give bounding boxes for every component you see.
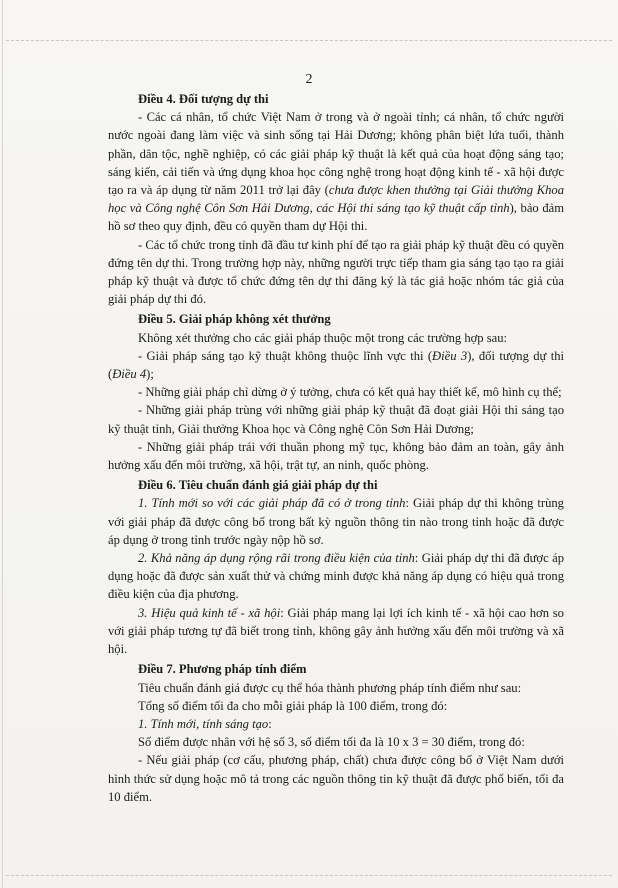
article-4-p1-italic: chưa được khen thưởng tại Giải thưởng Khoa học và Công nghệ Côn Sơn Hải Dương, các Hội thi sáng tạo kỹ thuật cấp tỉnh xyxy=(108,183,565,216)
page-number: 2 xyxy=(305,72,313,87)
article-5-item-1-ref-1: Điều 3 xyxy=(432,348,468,363)
article-5-item-1-text-a: - Giải pháp sáng tạo kỹ thuật không thuộc lĩnh vực thi ( xyxy=(138,348,433,363)
article-6-criterion-2 xyxy=(108,549,564,604)
article-7-paragraph-1: Tiêu chuẩn đánh giá được cụ thể hóa thành phương pháp tính điểm như sau: xyxy=(138,680,522,695)
article-4-paragraph-2: - Các tổ chức trong tỉnh đã đầu tư kinh phí để tạo ra giải pháp kỹ thuật đều có quyền đứng tên dự thi. Trong trường hợp này, những người trực tiếp tham gia sáng tạo tạo ra giải pháp kỹ thuật và được tổ chức đứng tên dự thi đăng ký là tác giả hoặc nhóm tác giả của giải pháp dự thi đó. xyxy=(108,237,564,307)
article-6-criterion-3-text: : Giải pháp mang lại lợi ích kinh tế - xã hội cao hơn so với giải pháp tương tự đã biết trong tỉnh, không gây ảnh hưởng xấu đến môi trường và xã hội. xyxy=(108,605,564,657)
article-7-subheading-1-colon: : xyxy=(268,716,272,731)
top-perforation-line xyxy=(6,40,612,41)
article-7-paragraph-3: Số điểm được nhân với hệ số 3, số điểm tối đa là 10 x 3 = 30 điểm, trong đó: xyxy=(138,735,525,750)
article-5-item-2: - Những giải pháp chỉ dừng ở ý tưởng, chưa có kết quả hay thiết kế, mô hình cụ thể; xyxy=(138,385,562,400)
article-7-subheading-1-title: 1. Tính mới, tính sáng tạo xyxy=(138,716,269,731)
article-6-criterion-2-text: : Giải pháp dự thi đã được áp dụng hoặc đã được sản xuất thử và chứng minh được khả năng áp dụng có hiệu quả trong điều kiện của địa phương. xyxy=(108,551,564,602)
article-7-paragraph-2: Tổng số điểm tối đa cho mỗi giải pháp là 100 điểm, trong đó: xyxy=(138,698,448,713)
article-6-criterion-1-title: 1. Tính mới so với các giải pháp đã có ở trong tỉnh xyxy=(138,496,406,511)
article-5-heading: Điều 5. Giải pháp không xét thưởng xyxy=(138,312,331,327)
article-4-p1-text-a: - Các cá nhân, tổ chức Việt Nam ở trong và ở ngoài tỉnh; cá nhân, tổ chức người nước ngoài đang làm việc và sinh sống tại Hải Dương; không phân biệt lứa tuổi, thành phần, dân tộc, nghề nghiệp, có các giải pháp kỹ thuật là kết quả của hoạt động sáng tạo; sáng kiến, cải tiến và ứng dụng khoa học công nghệ trong hoạt động kinh tế - xã hội được tạo ra và áp dụng từ năm 2011 trở lại đây ( xyxy=(108,110,564,198)
article-5-item-4: - Những giải pháp trái với thuần phong mỹ tục, không bảo đảm an toàn, gây ảnh hưởng xấu đến môi trường, xã hội, trật tự, an ninh, quốc phòng. xyxy=(108,439,564,473)
article-5-intro: Không xét thưởng cho các giải pháp thuộc một trong các trường hợp sau: xyxy=(138,330,508,345)
article-5-item-3: - Những giải pháp trùng với những giải pháp kỹ thuật đã đoạt giải Hội thi sáng tạo kỹ thuật tỉnh, Giải thưởng Khoa học và Công nghệ Côn Sơn Hải Dương; xyxy=(108,403,564,436)
article-6-heading: Điều 6. Tiêu chuẩn đánh giá giải pháp dự thi xyxy=(138,478,378,493)
article-6-criterion-3 xyxy=(108,604,564,659)
article-5-item-1 xyxy=(108,347,564,383)
article-4-paragraph-1 xyxy=(108,108,564,235)
scan-edge-line xyxy=(2,0,3,888)
article-6-criterion-2-title: 2. Khả năng áp dụng rộng rãi trong điều kiện của tỉnh xyxy=(138,551,415,566)
bottom-perforation-line xyxy=(6,875,612,876)
article-5-item-1-text-c: ); xyxy=(146,367,154,382)
article-5-list xyxy=(108,347,564,474)
article-6-criterion-3-title: 3. Hiệu quả kinh tế - xã hội xyxy=(138,605,281,620)
article-6-criterion-1-text: : Giải pháp dự thi không trùng với giải pháp đã được công bố trong bất kỳ nguồn thông tin nào trong tỉnh hoặc đã được áp dụng ở trong tỉnh trước ngày nộp hồ sơ. xyxy=(108,496,564,547)
article-5-item-1-text-b: ), đối tượng dự thi ( xyxy=(108,348,565,382)
article-5-item-1-ref-2: Điều 4 xyxy=(112,367,147,382)
article-7-heading: Điều 7. Phương pháp tính điểm xyxy=(138,662,307,677)
article-6-criterion-1 xyxy=(108,494,564,549)
article-7-subheading-1 xyxy=(108,715,564,733)
article-7-paragraph-4: - Nếu giải pháp (cơ cấu, phương pháp, chất) chưa được công bố ở Việt Nam dưới hình thức sử dụng hoặc mô tả trong các nguồn thông tin kỹ thuật đã được phổ biến, tối đa 10 điểm. xyxy=(108,753,564,804)
article-4-p1-text-b: ), bảo đảm hồ sơ theo quy định, đều có quyền tham dự Hội thi. xyxy=(108,201,564,234)
article-4-heading: Điều 4. Đối tượng dự thi xyxy=(138,92,269,106)
document-body xyxy=(108,90,564,806)
